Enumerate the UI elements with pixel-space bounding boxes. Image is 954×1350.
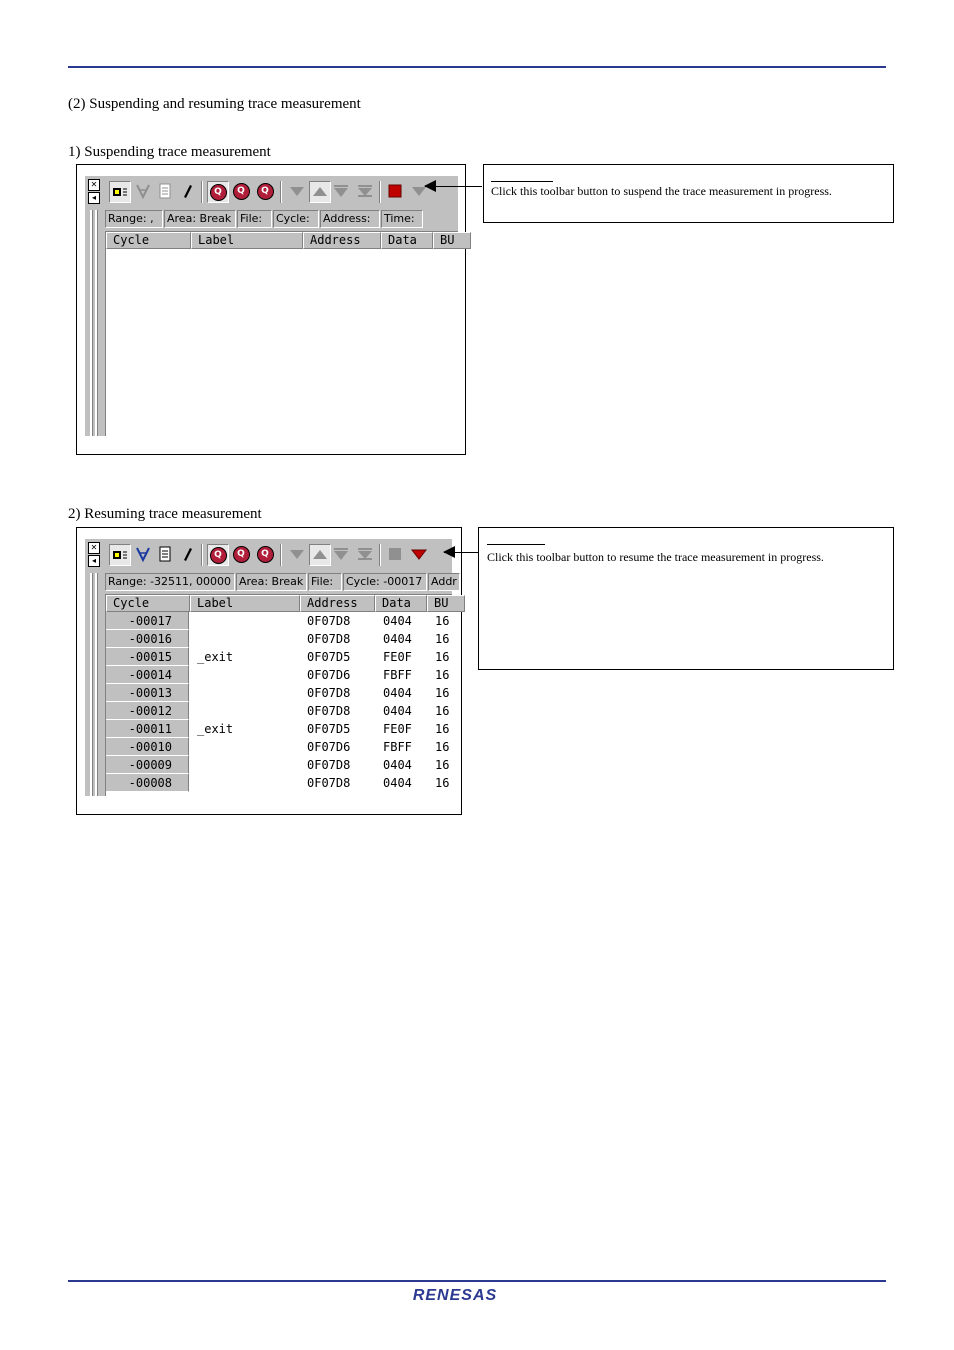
- cell-cycle: -00008: [106, 774, 189, 792]
- cell-data: 0404: [383, 614, 412, 628]
- cell-data: FE0F: [383, 650, 412, 664]
- cell-bu: 16: [435, 722, 450, 736]
- close-icon[interactable]: ✕: [88, 542, 100, 554]
- table-row[interactable]: [106, 648, 457, 666]
- resume-arrow: [444, 552, 478, 553]
- up-arrow-icon[interactable]: [309, 181, 331, 203]
- trace-rows: [106, 612, 457, 792]
- column-cycle[interactable]: Cycle: [106, 595, 190, 612]
- cell-address: 0F07D6: [307, 740, 351, 754]
- table-row[interactable]: [106, 756, 457, 774]
- cell-label: [189, 612, 299, 630]
- cell-bu: 16: [435, 650, 450, 664]
- cell-cycle: -00011: [106, 720, 189, 738]
- cell-data: FBFF: [383, 740, 412, 754]
- suspend-note-text: Click this toolbar button to suspend the trace measurement in progress.: [491, 184, 832, 198]
- down-arrow-icon[interactable]: [287, 544, 307, 564]
- cell-data: FE0F: [383, 722, 412, 736]
- cell-label: [189, 630, 299, 648]
- filter-icon[interactable]: [133, 544, 153, 564]
- bottom-rule: [68, 1280, 886, 1282]
- magnifier-icon[interactable]: Q: [255, 544, 275, 564]
- cell-cycle: -00015: [106, 648, 189, 666]
- resume-figure: [76, 527, 462, 815]
- cell-cycle: -00014: [106, 666, 189, 684]
- up-arrow-icon[interactable]: [309, 544, 331, 566]
- cell-cycle: -00010: [106, 738, 189, 756]
- cell-address: 0F07D6: [307, 668, 351, 682]
- window-icon[interactable]: ◂: [88, 192, 100, 204]
- document-icon[interactable]: [155, 181, 175, 201]
- trace-grid: [105, 594, 452, 796]
- status-address: Address:: [320, 210, 380, 228]
- cell-label: [189, 756, 299, 774]
- renesas-logo: RENESAS: [412, 1287, 498, 1304]
- cell-bu: 16: [435, 758, 450, 772]
- column-cycle[interactable]: Cycle: [106, 232, 191, 249]
- table-row[interactable]: [106, 720, 457, 738]
- column-bu[interactable]: BU: [433, 232, 471, 249]
- status-cycle: Cycle: -00017: [343, 573, 427, 591]
- status-bar: [105, 573, 461, 591]
- cell-address: 0F07D8: [307, 632, 351, 646]
- document-icon[interactable]: [155, 544, 175, 564]
- cell-bu: 16: [435, 740, 450, 754]
- down-arrow-icon[interactable]: [287, 181, 307, 201]
- status-file: File:: [308, 573, 342, 591]
- cell-cycle: -00009: [106, 756, 189, 774]
- cell-label: [189, 684, 299, 702]
- suspend-note: [483, 164, 894, 223]
- suspend-arrow: [425, 186, 482, 187]
- chip-icon[interactable]: [109, 544, 131, 566]
- cell-label: [189, 666, 299, 684]
- cell-cycle: -00012: [106, 702, 189, 720]
- cell-cycle: -00013: [106, 684, 189, 702]
- cell-label: [189, 702, 299, 720]
- cell-bu: 16: [435, 776, 450, 790]
- trace-window-resume: [85, 539, 457, 796]
- status-time: Time:: [381, 210, 423, 228]
- cell-label: _exit: [197, 722, 234, 736]
- window-grip: [85, 176, 103, 436]
- status-address: Addr: [428, 573, 460, 591]
- cell-data: 0404: [383, 704, 412, 718]
- cell-bu: 16: [435, 668, 450, 682]
- pencil-icon[interactable]: [177, 181, 197, 201]
- column-label[interactable]: Label: [190, 595, 300, 612]
- cell-bu: 16: [435, 614, 450, 628]
- cell-address: 0F07D5: [307, 650, 351, 664]
- cell-data: 0404: [383, 632, 412, 646]
- window-icon[interactable]: ◂: [88, 555, 100, 567]
- table-row[interactable]: [106, 774, 457, 792]
- cell-data: 0404: [383, 758, 412, 772]
- grid-header: [106, 595, 465, 612]
- table-row[interactable]: [106, 684, 457, 702]
- status-file: File:: [237, 210, 272, 228]
- cell-data: FBFF: [383, 668, 412, 682]
- collapse-icon[interactable]: [355, 181, 375, 201]
- cell-data: 0404: [383, 776, 412, 790]
- collapse-icon[interactable]: [331, 544, 351, 564]
- pencil-icon[interactable]: [177, 544, 197, 564]
- status-bar: [105, 210, 424, 228]
- magnifier-icon[interactable]: Q: [255, 181, 275, 201]
- window-grip: [85, 539, 103, 796]
- cell-bu: 16: [435, 632, 450, 646]
- grid-header: [106, 232, 471, 249]
- search-icon[interactable]: Q: [207, 181, 229, 203]
- cell-bu: 16: [435, 686, 450, 700]
- resume-note: [478, 527, 894, 670]
- cell-label: _exit: [197, 650, 234, 664]
- stop-icon[interactable]: [385, 544, 405, 564]
- cell-cycle: -00017: [106, 612, 189, 630]
- trace-window-suspend: [85, 176, 458, 436]
- column-data[interactable]: Data: [381, 232, 433, 249]
- status-area: Area: Break: [236, 573, 307, 591]
- chip-icon[interactable]: [109, 181, 131, 203]
- column-label[interactable]: Label: [191, 232, 303, 249]
- status-range: Range: ,: [105, 210, 163, 228]
- cell-address: 0F07D8: [307, 614, 351, 628]
- suspend-heading: 1) Suspending trace measurement: [68, 144, 271, 160]
- table-row[interactable]: [106, 702, 457, 720]
- status-range: Range: -32511, 00000: [105, 573, 235, 591]
- collapse-icon[interactable]: [331, 181, 351, 201]
- table-row[interactable]: [106, 612, 457, 630]
- trace-grid: [105, 231, 458, 436]
- cell-cycle: -00016: [106, 630, 189, 648]
- suspend-figure: [76, 164, 466, 455]
- resume-icon[interactable]: [409, 544, 429, 564]
- resume-heading: 2) Resuming trace measurement: [68, 506, 262, 522]
- cell-data: 0404: [383, 686, 412, 700]
- cell-address: 0F07D8: [307, 686, 351, 700]
- cell-address: 0F07D8: [307, 758, 351, 772]
- cell-bu: 16: [435, 704, 450, 718]
- close-icon[interactable]: ✕: [88, 179, 100, 191]
- resume-note-text: Click this toolbar button to resume the trace measurement in progress.: [487, 550, 824, 564]
- status-area: Area: Break: [164, 210, 236, 228]
- table-row[interactable]: [106, 666, 457, 684]
- status-cycle: Cycle:: [273, 210, 319, 228]
- cell-label: [189, 774, 299, 792]
- cell-address: 0F07D5: [307, 722, 351, 736]
- table-row[interactable]: [106, 738, 457, 756]
- zoom-icon[interactable]: Q: [231, 181, 251, 201]
- collapse-icon[interactable]: [355, 544, 375, 564]
- filter-icon[interactable]: [133, 181, 153, 201]
- cell-label: [189, 738, 299, 756]
- stop-icon[interactable]: [385, 181, 405, 201]
- top-rule: [68, 66, 886, 68]
- table-row[interactable]: [106, 630, 457, 648]
- column-address[interactable]: Address: [300, 595, 375, 612]
- column-address[interactable]: Address: [303, 232, 381, 249]
- column-data[interactable]: Data: [375, 595, 427, 612]
- cell-address: 0F07D8: [307, 704, 351, 718]
- column-bu[interactable]: BU: [427, 595, 465, 612]
- cell-address: 0F07D8: [307, 776, 351, 790]
- zoom-icon[interactable]: Q: [231, 544, 251, 564]
- section-title: (2) Suspending and resuming trace measurement: [68, 96, 361, 112]
- search-icon[interactable]: Q: [207, 544, 229, 566]
